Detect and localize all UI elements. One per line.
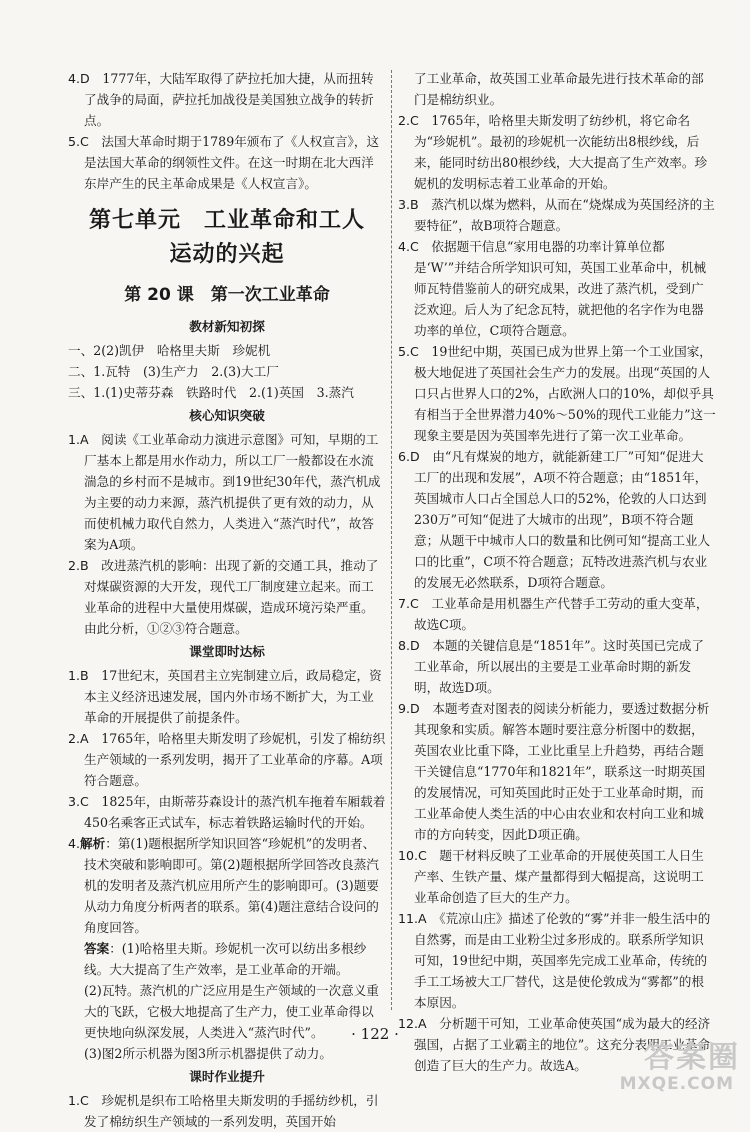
lesson-title: 第 20 课 第一次工业革命 <box>124 285 330 305</box>
column-divider <box>391 70 393 1010</box>
answer-item: 3.C 1825年，由斯蒂芬森设计的蒸汽机车拖着车厢载着450名乘客正式试车，标志着铁路运输时代的开始。 <box>68 794 386 830</box>
answer-item: 1.A 阅读《工业革命动力演进示意图》可知，早期的工厂基本上都是用水作动力，所以工厂一般都设在水流湍急的乡村而不是城市。到19世纪30年代，蒸汽机成为主要的动力来源，蒸汽机提供了更有效的动力，从而使机械力取代自然力，人类进入“蒸汽时代”，故答案为A项。 <box>68 432 381 552</box>
answer-item: 2.A 1765年，哈格里夫斯发明了珍妮机，引发了棉纺织生产领域的一系列发明，揭开了工业革命的序幕。A项符合题意。 <box>68 731 386 788</box>
answer-item: 9.D 本题考查对图表的阅读分析能力，要透过数据分析其现象和实质。解答本题时要注意分析图中的数据，英国农业比重下降，工业比重呈上升趋势，再结合题干关键信息“1770年和1821年”，联系这一时期英国的发展情况，可知英国此时正处于工业革命时期，而工业革命使人类生活的中心由农业和农村向工业和城市的方向转变，因此D项正确。 <box>398 701 710 842</box>
answer-line: (3)图2所示机器为图3所示机器提供了动力。 <box>84 1046 332 1061</box>
answer-item: 10.C 题干材料反映了工业革命的开展使英国工人日生产率、生铁产量、煤产量都得到大幅提高，这说明工业革命创造了巨大的生产力。 <box>398 848 704 905</box>
answer-item: 5.C 19世纪中期，英国已成为世界上第一个工业国家，极大地促进了英国社会生产力的发展。出现“英国的人口只占世界人口的2%，占欧洲人口的10%，却似乎具有相当于全世界潜力40%～50%的现代工业能力”这一现象主要是因为英国率先进行了第一次工业革命。 <box>398 344 716 443</box>
answer-line: 一、2(2)凯伊 哈格里夫斯 珍妮机 <box>68 343 271 358</box>
watermark-url: MXQE.COM <box>619 1074 734 1094</box>
page-number: · 122 · <box>351 1025 399 1043</box>
answer-item: 4.C 依据题干信息“家用电器的功率计算单位都是‘W’”并结合所学知识可知，英国工业革命中，机械师瓦特借鉴前人的研究成果，改进了蒸汽机，受到广泛欢迎。后人为了纪念瓦特，就把他的名字作为电器功率的单位，C项符合题意。 <box>398 239 707 338</box>
answer-item: 3.B 蒸汽机以煤为燃料，从而在“烧煤成为英国经济的主要特征”，故B项符合题意。 <box>398 197 715 233</box>
answer-line: 二、1.瓦特 (3)生产力 2.(3)大工厂 <box>68 364 279 379</box>
right-column <box>398 68 716 1076</box>
answer-item: 7.C 工业革命是用机器生产代替手工劳动的重大变革，故选C项。 <box>398 596 709 632</box>
answer-item: 2.C 1765年，哈格里夫斯发明了纺纱机，将它命名为“珍妮机”。最初的珍妮机一次能纺出8根纱线，后来，能同时纺出80根纱线，大大提高了生产效率。珍妮机的发明标志着工业革命的开始。 <box>398 113 708 191</box>
answer-line: 三、1.(1)史蒂芬森 铁路时代 2.(1)英国 3.蒸汽 <box>68 385 354 400</box>
answer-item: 4.D 1777年，大陆军取得了萨拉托加大捷，从而扭转了战争的局面，萨拉托加战役是美国独立战争的转折点。 <box>68 71 374 128</box>
watermark-text: 答案圈 <box>644 1040 740 1075</box>
answer-item: 12.A 分析题干可知，工业革命使英国“成为最大的经济强国，占据了工业霸主的地位”。这充分表明工业革命创造了巨大的生产力。故选A。 <box>398 1016 711 1073</box>
answer-item: 5.C 法国大革命时期于1789年颁布了《人权宣言》，这是法国大革命的纲领性文件。在这一时期在北大西洋东岸产生的民主革命成果是《人权宣言》。 <box>68 134 380 191</box>
answer-item: 1.B 17世纪末，英国君主立宪制建立后，政局稳定，资本主义经济迅速发展，国内外市场不断扩大，为工业革命的开展提供了前提条件。 <box>68 668 382 725</box>
section-heading: 课时作业提升 <box>189 1069 265 1084</box>
answer-item: 11.A 《荒凉山庄》描述了伦敦的“雾”并非一般生活中的自然雾，而是由工业粉尘过多形成的。联系所学知识可知，19世纪中期，英国率先完成工业革命，传统的手工工场被大工厂替代，这是使伦敦成为“雾都”的根本原因。 <box>398 911 711 1010</box>
answer-continuation: 了工业革命，故英国工业革命最先进行技术革命的部门是棉纺织业。 <box>414 71 704 107</box>
section-heading: 课堂即时达标 <box>189 644 265 659</box>
unit-title: 第七单元 工业革命和工人 运动的兴起 <box>88 208 365 267</box>
answer-line: (2)瓦特。蒸汽机的广泛应用是生产领域的一次意义重大的飞跃，它极大地提高了生产力，使工业革命得以更快地向纵深发展，人类进入“蒸汽时代”。 <box>84 983 379 1040</box>
analysis-item: 4.解析：第(1)题根据所学知识回答“珍妮机”的发明者、技术突破和影响即可。第(2)题根据所学回答改良蒸汽机的发明者及蒸汽机应用所产生的影响即可。(3)题要从动力角度分析两者的联系。第(4)题注意结合设问的角度回答。 <box>68 836 379 935</box>
answer-item: 8.D 本题的关键信息是“1851年”。这时英国已完成了工业革命，所以展出的主要是工业革命时期的新发明，故选D项。 <box>398 638 704 695</box>
answer-item: 1.C 珍妮机是织布工哈格里夫斯发明的手摇纺纱机，引发了棉纺织生产领域的一系列发明，英国开始 <box>68 1093 379 1129</box>
watermark-logo <box>610 1032 740 1102</box>
section-heading: 核心知识突破 <box>189 408 265 423</box>
section-heading: 教材新知初探 <box>189 319 265 334</box>
left-column <box>68 68 386 1132</box>
answer-block: 答案：(1)哈格里夫斯。珍妮机一次可以纺出多根纱线。大大提高了生产效率，是工业革命的开端。 <box>84 941 367 977</box>
answer-item: 2.B 改进蒸汽机的影响：出现了新的交通工具，推动了对煤碳资源的大开发，现代工厂制度建立起来。而工业革命的进程中大量使用煤碳，造成环境污染严重。由此分析，①②③符合题意。 <box>68 558 379 636</box>
answer-item: 6.D 由“凡有煤炭的地方，就能新建工厂”可知“促进大工厂的出现和发展”，A项不符合题意；由“1851年，英国城市人口占全国总人口的52%，伦敦的人口达到230万”可知“促进了大城市的出现”，B项不符合题意；从题干中城市人口的数量和比例可知“提高工业人口的比重”，C项不符合题意；瓦特改进蒸汽机与农业的发展无必然联系，D项符合题意。 <box>398 449 711 590</box>
